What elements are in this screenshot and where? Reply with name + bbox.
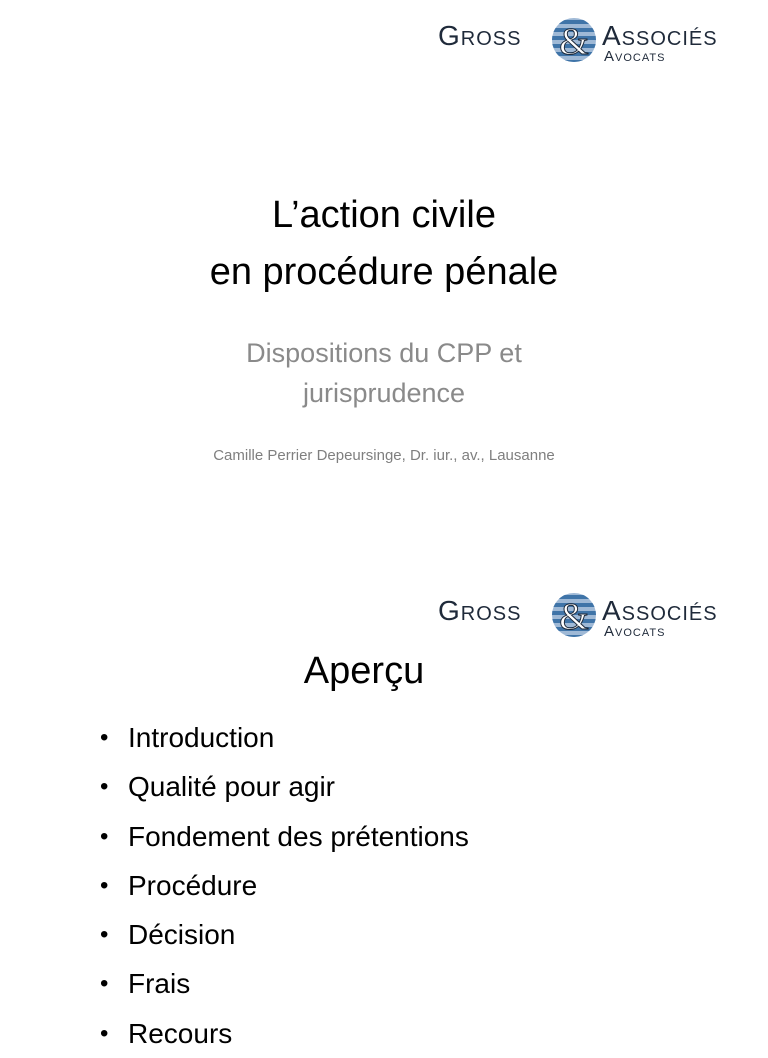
logo-word-gross: Gross	[438, 20, 522, 51]
list-item	[98, 812, 469, 861]
list-item-text: Introduction	[128, 722, 275, 753]
list-item-text: Qualité pour agir	[128, 771, 336, 803]
list-item	[98, 910, 469, 959]
bullet-icon: •	[100, 724, 109, 751]
bullet-icon: •	[100, 1019, 109, 1047]
svg-text:&: &	[559, 21, 589, 63]
svg-text:&: &	[559, 596, 589, 638]
logo-word-gross: Gross	[438, 595, 522, 626]
bullet-icon: •	[100, 871, 109, 899]
list-item	[98, 713, 469, 762]
logo-word-associes: Associés	[602, 595, 718, 626]
logo-word-associes: Associés	[602, 20, 718, 51]
bullet-icon: •	[100, 773, 109, 801]
bullet-icon: •	[100, 970, 109, 998]
list-item-text: Recours	[128, 1017, 233, 1049]
list-item-text: Frais	[128, 968, 191, 1000]
list-item	[98, 1009, 469, 1058]
list-item-text: Fondement des prétentions	[128, 820, 469, 852]
list-item	[98, 861, 469, 910]
firm-logo	[438, 589, 752, 641]
slide-title-line-1: L’action civile	[272, 194, 496, 236]
list-item-text: Décision	[128, 919, 236, 951]
overview-bullet-list	[98, 713, 469, 1058]
list-item	[98, 959, 469, 1008]
bullet-icon: •	[100, 822, 109, 850]
overview-heading: Aperçu	[303, 650, 425, 692]
slide-subtitle-line-1: Dispositions du CPP et	[246, 338, 522, 368]
overview-slide	[0, 575, 768, 1049]
logo-subtitle-avocats: Avocats	[604, 623, 666, 640]
ampersand-emblem-icon	[550, 591, 598, 639]
logo-subtitle-avocats: Avocats	[604, 48, 666, 65]
firm-logo	[438, 14, 752, 66]
list-item-text: Procédure	[128, 869, 258, 901]
author-line: Camille Perrier Depeursinge, Dr. iur., av., Lausanne	[213, 447, 555, 464]
bullet-icon: •	[100, 921, 109, 949]
slide-subtitle-line-2: jurisprudence	[302, 378, 466, 408]
ampersand-emblem-icon	[550, 16, 598, 64]
list-item	[98, 762, 469, 811]
slide-title-line-2: en procédure pénale	[209, 251, 559, 293]
